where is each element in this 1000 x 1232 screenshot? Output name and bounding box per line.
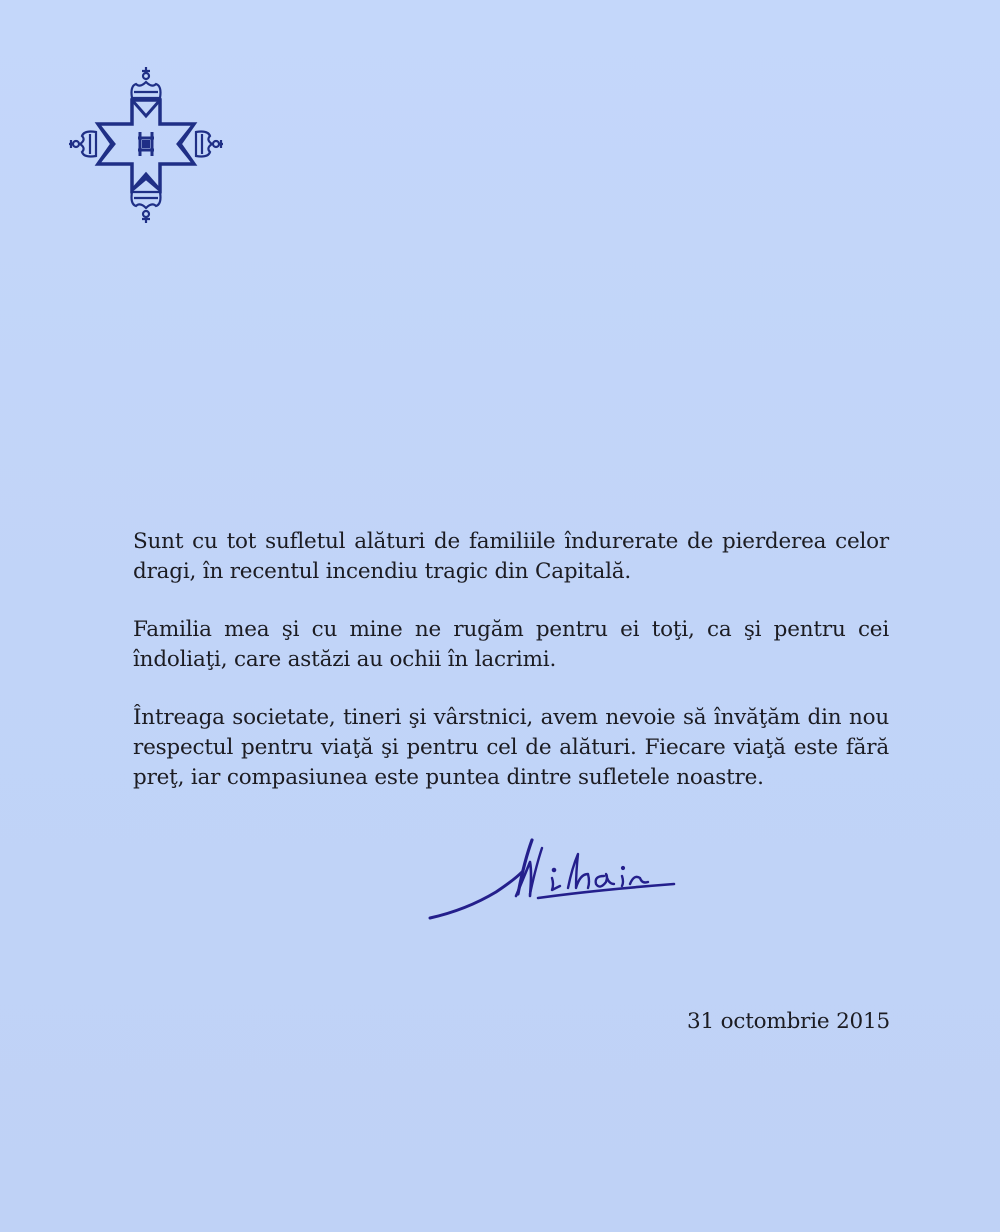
paragraph-prayers: Familia mea şi cu mine ne rugăm pentru ei toţi, ca şi pentru cei îndoliaţi, care astăzi au ochii în lacrimi. bbox=[133, 617, 889, 672]
letter-date: 31 octombrie 2015 bbox=[687, 1009, 890, 1034]
royal-monogram-cross-icon bbox=[68, 66, 224, 224]
paragraph-society: Întreaga societate, tineri şi vârstnici, avem nevoie să învăţăm din nou respectul pentru viaţă şi pentru cel de alături. Fiecare viaţă este fără preţ, iar compasiunea este puntea dintre sufletele noastre. bbox=[133, 705, 889, 790]
letter-body bbox=[133, 527, 889, 821]
handwritten-signature bbox=[426, 832, 678, 924]
paragraph-condolences: Sunt cu tot sufletul alături de familiile îndurerate de pierderea celor dragi, în recentul incendiu tragic din Capitală. bbox=[133, 529, 889, 584]
